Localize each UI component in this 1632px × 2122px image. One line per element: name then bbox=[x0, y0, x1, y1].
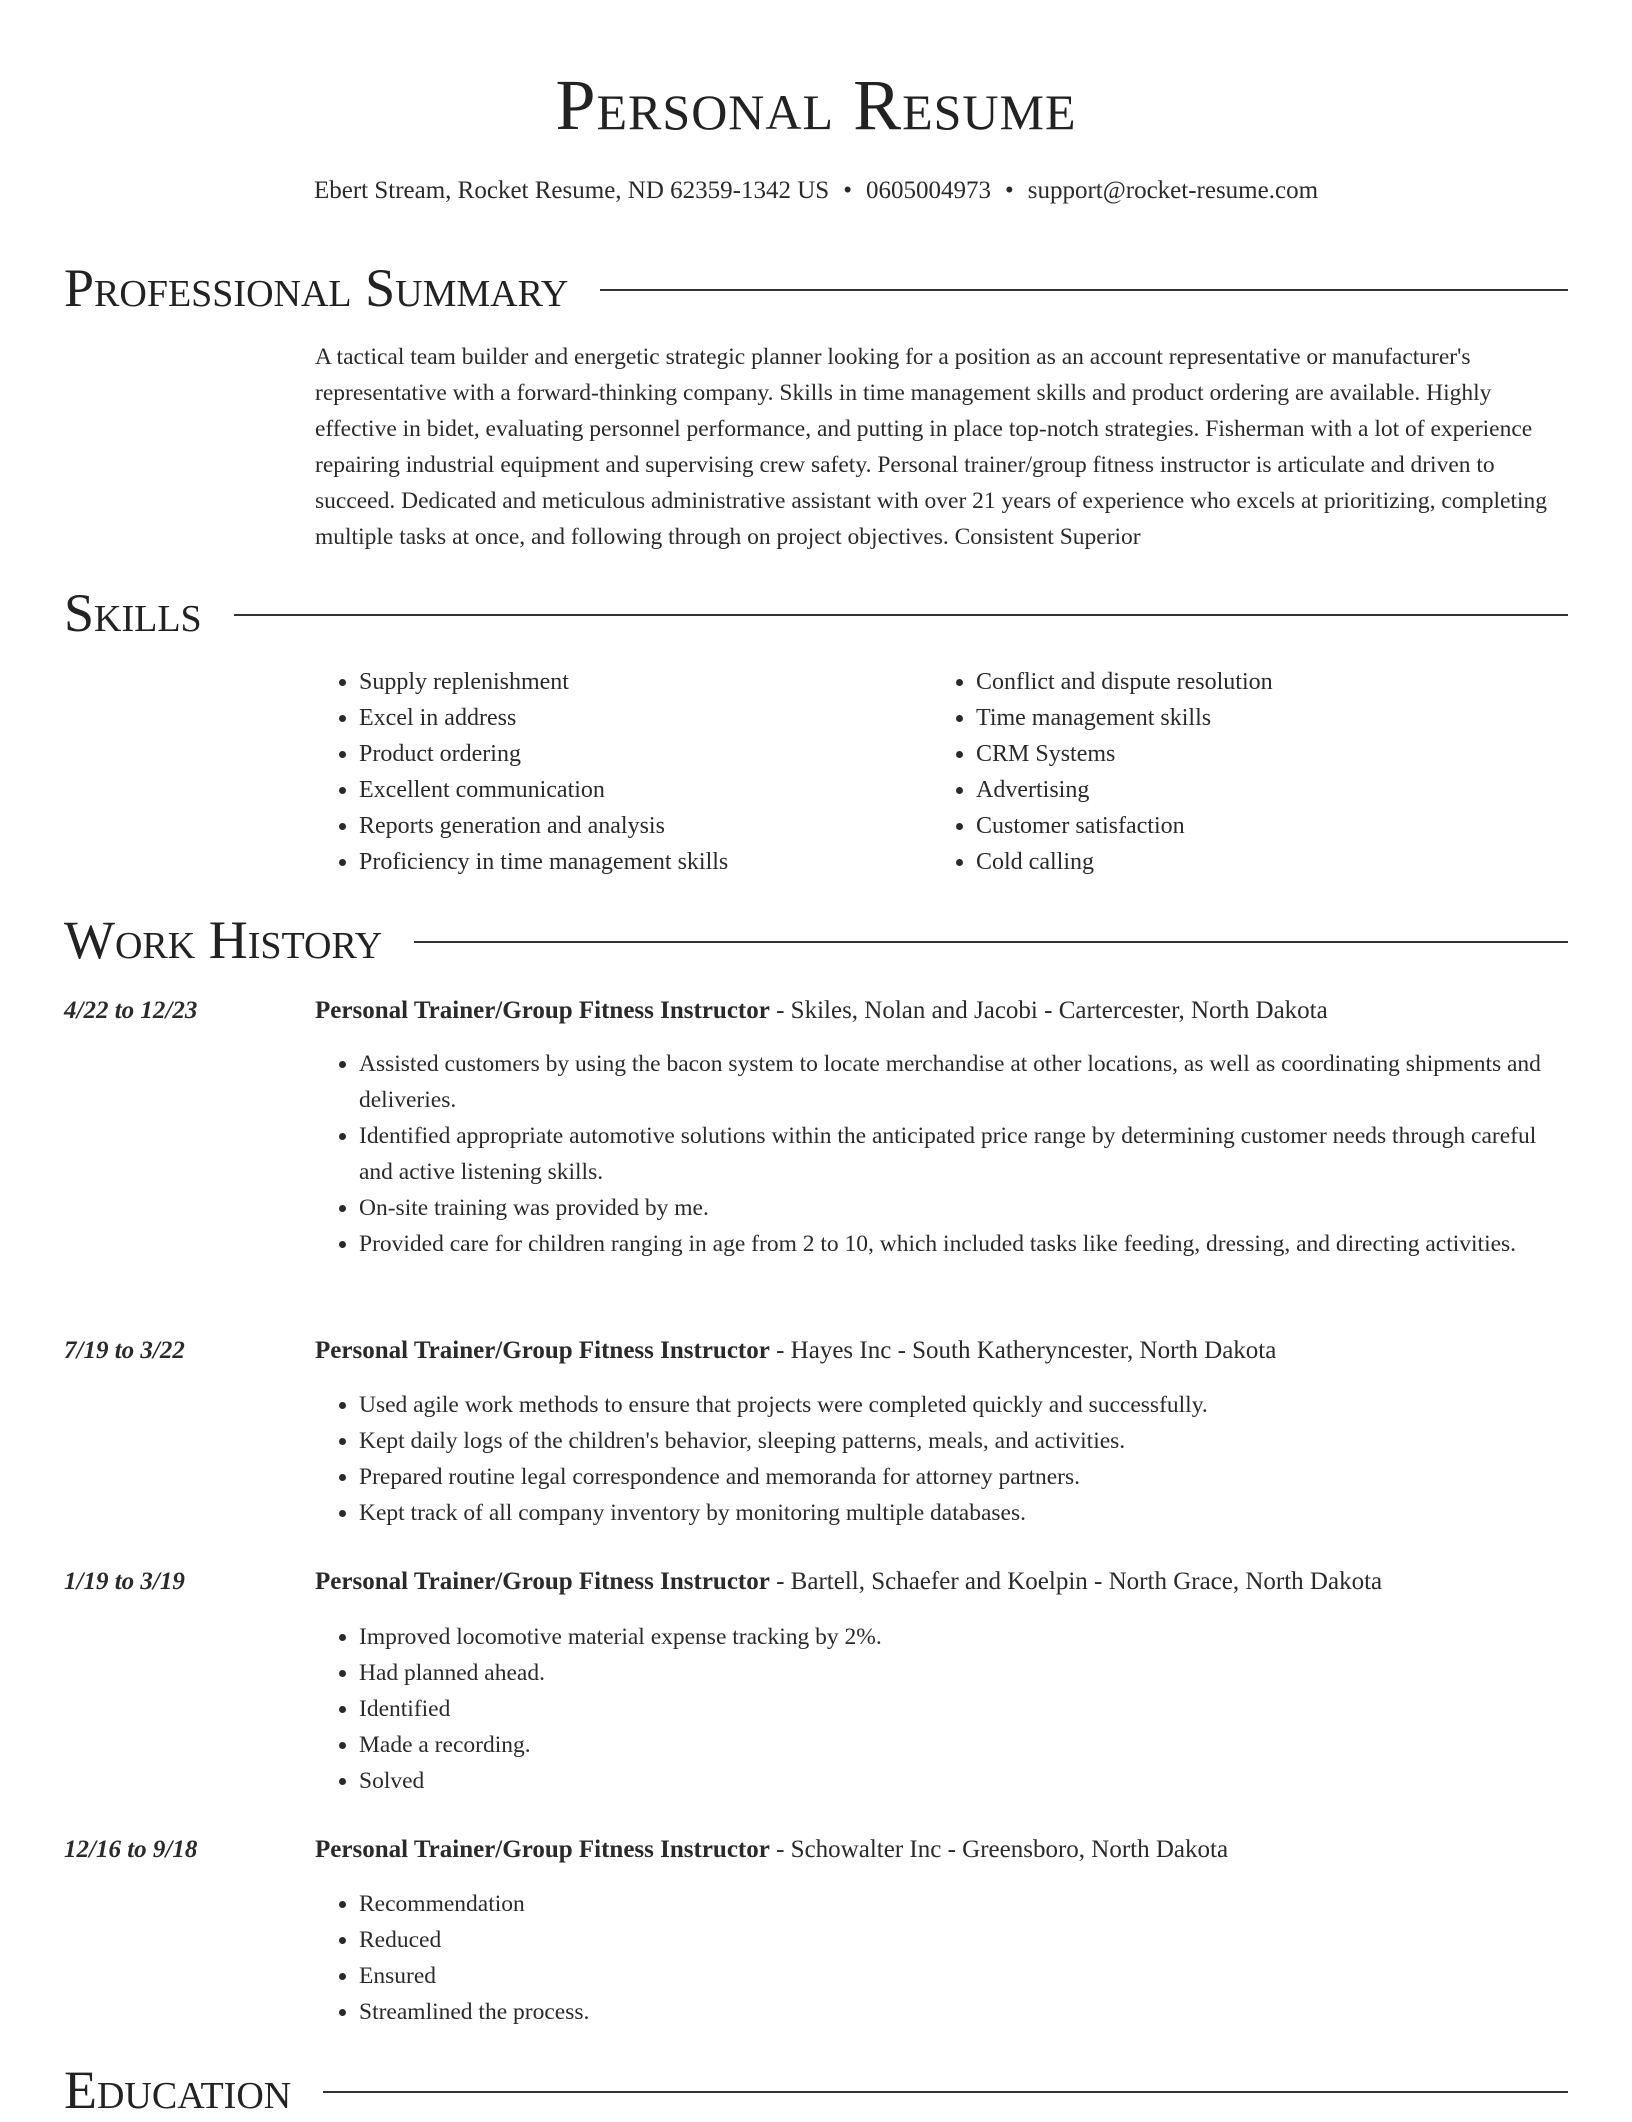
skill-item: • Reports generation and analysis bbox=[359, 808, 728, 844]
job-bullet: • Identified appropriate automotive solutions within the anticipated price range by determining customer needs through careful and active listening skills. bbox=[359, 1118, 1568, 1190]
contact-email: support@rocket-resume.com bbox=[1027, 177, 1319, 204]
job-bullets bbox=[315, 1046, 1568, 1262]
skill-item: • Advertising bbox=[976, 772, 1273, 808]
section-rule bbox=[600, 289, 1568, 291]
skill-item: • Conflict and dispute resolution bbox=[976, 664, 1273, 700]
job-dates: 1/19 to 3/19 bbox=[64, 1568, 185, 1595]
job-heading bbox=[315, 1333, 1568, 1369]
job-bullet: • Ensured bbox=[359, 1958, 1568, 1994]
job-bullet: • Reduced bbox=[359, 1922, 1568, 1958]
section-header-skills bbox=[64, 581, 1568, 645]
skill-item: • Supply replenishment bbox=[359, 664, 728, 700]
contact-line bbox=[0, 176, 1632, 206]
skill-item: • Proficiency in time management skills bbox=[359, 844, 728, 880]
job-dates: 4/22 to 12/23 bbox=[64, 997, 198, 1024]
job-employer: - Bartell, Schaefer and Koelpin - North Grace, North Dakota bbox=[769, 1568, 1383, 1595]
contact-separator: • bbox=[843, 177, 852, 204]
job-bullets bbox=[315, 1619, 1568, 1799]
job-dates: 7/19 to 3/22 bbox=[64, 1337, 185, 1364]
job-title: Personal Trainer/Group Fitness Instructor bbox=[315, 1337, 770, 1364]
job-dates: 12/16 to 9/18 bbox=[64, 1836, 198, 1863]
job-bullet: • Improved locomotive material expense tracking by 2%. bbox=[359, 1619, 1568, 1655]
summary-text: A tactical team builder and energetic strategic planner looking for a position as an account representative or manufacturer's representative with a forward-thinking company. Skills in time management skills and product ordering are available. Highly effective in bidet, evaluating personnel performance, and putting in place top-notch strategies. Fisherman with a lot of experience repairing industrial equipment and supervising crew safety. Personal trainer/group fitness instructor is articulate and driven to succeed. Dedicated and meticulous administrative assistant with over 21 years of experience who excels at prioritizing, completing multiple tasks at once, and following through on project objectives. Consistent Superior bbox=[315, 344, 1548, 550]
job-title: Personal Trainer/Group Fitness Instructor bbox=[315, 997, 770, 1024]
job-bullet: • Solved bbox=[359, 1763, 1568, 1799]
job-employer: - Skiles, Nolan and Jacobi - Cartercester, North Dakota bbox=[769, 997, 1328, 1024]
section-rule bbox=[323, 2091, 1568, 2093]
contact-phone: 0605004973 bbox=[865, 177, 991, 204]
job-employer: - Hayes Inc - South Katheryncester, North Dakota bbox=[769, 1337, 1277, 1364]
section-title-summary: Professional Summary bbox=[64, 258, 569, 318]
skills-list-right bbox=[932, 664, 1273, 880]
skill-item: • Product ordering bbox=[359, 736, 728, 772]
section-header-summary bbox=[64, 256, 1568, 320]
job-heading bbox=[315, 1832, 1568, 1868]
job-title: Personal Trainer/Group Fitness Instructor bbox=[315, 1836, 770, 1863]
skill-item: • Excel in address bbox=[359, 700, 728, 736]
contact-separator: • bbox=[1004, 177, 1014, 204]
job-bullet: • Identified bbox=[359, 1691, 1568, 1727]
contact-address: Ebert Stream, Rocket Resume, ND 62359-1342 US bbox=[313, 177, 830, 204]
skill-item: • Excellent communication bbox=[359, 772, 728, 808]
job-heading bbox=[315, 993, 1568, 1029]
job-bullet: • Streamlined the process. bbox=[359, 1994, 1568, 2030]
job-heading bbox=[315, 1564, 1568, 1600]
job-bullet: • Kept track of all company inventory by monitoring multiple databases. bbox=[359, 1495, 1568, 1531]
job-bullet: • Provided care for children ranging in age from 2 to 10, which included tasks like feeding, dressing, and directing activities. bbox=[359, 1226, 1568, 1262]
section-title-work-history: Work History bbox=[64, 910, 383, 970]
resume-name: Personal Resume bbox=[555, 65, 1077, 145]
job-bullet: • Used agile work methods to ensure that projects were completed quickly and successfully. bbox=[359, 1387, 1568, 1423]
section-header-work-history bbox=[64, 908, 1568, 972]
skill-item: • CRM Systems bbox=[976, 736, 1273, 772]
job-bullet: • Prepared routine legal correspondence and memoranda for attorney partners. bbox=[359, 1459, 1568, 1495]
section-rule bbox=[414, 941, 1568, 943]
section-header-education bbox=[64, 2058, 1568, 2122]
job-bullet: • Made a recording. bbox=[359, 1727, 1568, 1763]
section-title-education: Education bbox=[64, 2060, 292, 2120]
job-bullet: • Assisted customers by using the bacon system to locate merchandise at other locations, as well as coordinating shipments and deliveries. bbox=[359, 1046, 1568, 1118]
job-bullet: • Had planned ahead. bbox=[359, 1655, 1568, 1691]
section-title-skills: Skills bbox=[64, 583, 202, 643]
job-bullets bbox=[315, 1886, 1568, 2030]
job-bullet: • Recommendation bbox=[359, 1886, 1568, 1922]
skills-list-left bbox=[315, 664, 728, 880]
skill-item: • Time management skills bbox=[976, 700, 1273, 736]
job-bullets bbox=[315, 1387, 1568, 1531]
job-bullet: • Kept daily logs of the children's behavior, sleeping patterns, meals, and activities. bbox=[359, 1423, 1568, 1459]
job-title: Personal Trainer/Group Fitness Instructor bbox=[315, 1568, 770, 1595]
job-employer: - Schowalter Inc - Greensboro, North Dakota bbox=[769, 1836, 1229, 1863]
section-rule bbox=[234, 614, 1568, 616]
skill-item: • Cold calling bbox=[976, 844, 1273, 880]
job-bullet: • On-site training was provided by me. bbox=[359, 1190, 1568, 1226]
skill-item: • Customer satisfaction bbox=[976, 808, 1273, 844]
